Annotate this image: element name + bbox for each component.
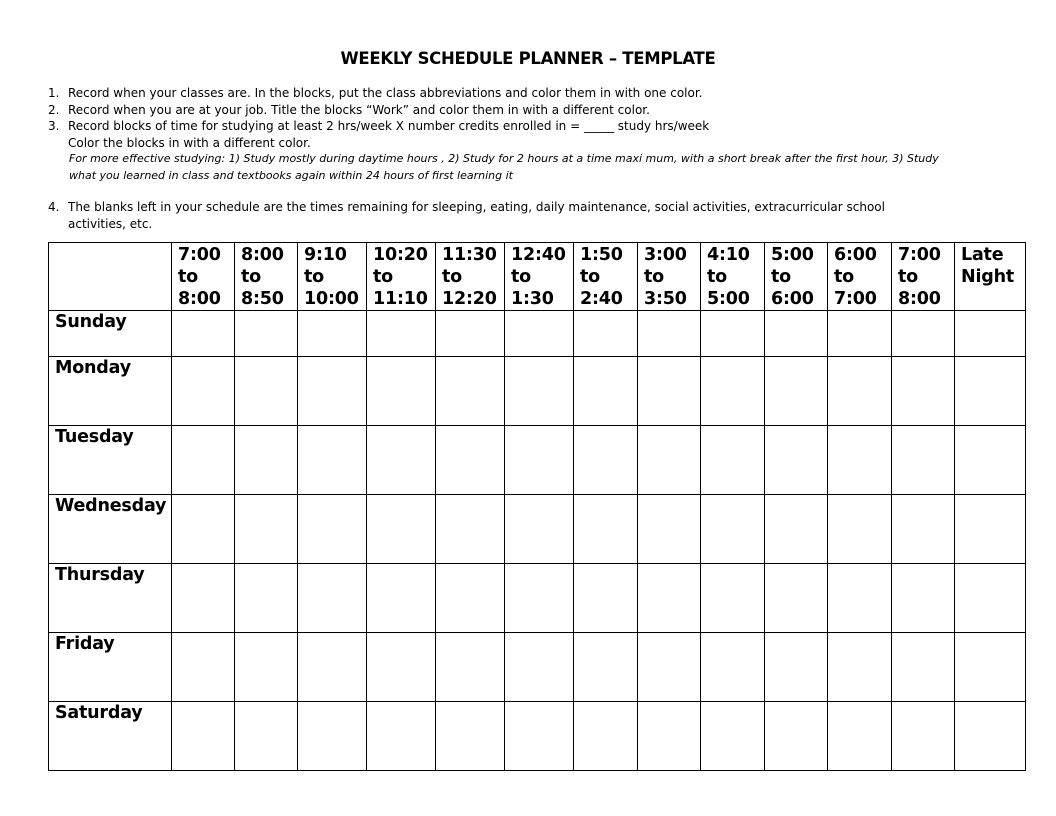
schedule-cell[interactable] (172, 357, 235, 426)
instruction-4 (48, 199, 1028, 216)
page-title: WEEKLY SCHEDULE PLANNER – TEMPLATE (340, 49, 716, 68)
schedule-cell[interactable] (574, 426, 638, 495)
instruction-number: 4. (48, 200, 60, 214)
instruction-2 (48, 102, 1028, 119)
schedule-table (48, 242, 1026, 771)
schedule-cell[interactable] (828, 495, 892, 564)
day-row-friday (49, 633, 1026, 702)
study-tip-line-2: what you learned in class and textbooks again within 24 hours of first learning it (69, 168, 513, 182)
schedule-cell[interactable] (955, 564, 1026, 633)
day-row-thursday (49, 564, 1026, 633)
corner-cell (49, 243, 172, 311)
day-label: Monday (49, 357, 172, 426)
schedule-cell[interactable] (765, 702, 828, 771)
schedule-cell[interactable] (701, 311, 765, 357)
time-slot-header: 7:00 to 8:00 (172, 243, 235, 311)
schedule-cell[interactable] (892, 426, 955, 495)
instruction-number: 1. (48, 86, 60, 100)
schedule-cell[interactable] (505, 426, 574, 495)
schedule-cell[interactable] (574, 564, 638, 633)
schedule-cell[interactable] (172, 564, 235, 633)
time-slot-header: 3:00 to 3:50 (638, 243, 701, 311)
schedule-cell[interactable] (638, 633, 701, 702)
schedule-cell[interactable] (367, 426, 436, 495)
schedule-cell[interactable] (765, 426, 828, 495)
time-slot-header: 4:10 to 5:00 (701, 243, 765, 311)
schedule-cell[interactable] (298, 426, 367, 495)
instruction-text: Record blocks of time for studying at least 2 hrs/week X number credits enrolled in = _____ study hrs/week (68, 119, 710, 133)
schedule-cell[interactable] (172, 702, 235, 771)
schedule-cell[interactable] (765, 495, 828, 564)
day-row-tuesday (49, 426, 1026, 495)
schedule-cell[interactable] (574, 633, 638, 702)
schedule-cell[interactable] (235, 311, 298, 357)
schedule-cell[interactable] (701, 426, 765, 495)
schedule-cell[interactable] (436, 495, 505, 564)
schedule-cell[interactable] (436, 633, 505, 702)
instruction-3-continuation: Color the blocks in with a different color. (68, 135, 311, 150)
schedule-cell[interactable] (892, 564, 955, 633)
schedule-cell[interactable] (298, 633, 367, 702)
schedule-cell[interactable] (955, 633, 1026, 702)
schedule-cell[interactable] (701, 702, 765, 771)
schedule-cell[interactable] (172, 495, 235, 564)
time-slot-header: 8:00 to 8:50 (235, 243, 298, 311)
schedule-cell[interactable] (367, 702, 436, 771)
day-row-monday (49, 357, 1026, 426)
instruction-text: The blanks left in your schedule are the times remaining for sleeping, eating, daily maintenance, social activities, extracurricular school (68, 200, 885, 214)
spacer (48, 184, 1028, 199)
time-slot-header: 11:30 to 12:20 (436, 243, 505, 311)
time-slot-header: 6:00 to 7:00 (828, 243, 892, 311)
schedule-cell[interactable] (574, 311, 638, 357)
schedule-cell[interactable] (955, 495, 1026, 564)
schedule-cell[interactable] (436, 311, 505, 357)
schedule-cell[interactable] (298, 495, 367, 564)
schedule-cell[interactable] (892, 311, 955, 357)
schedule-cell[interactable] (892, 495, 955, 564)
day-label: Saturday (49, 702, 172, 771)
schedule-cell[interactable] (172, 426, 235, 495)
time-slot-header: 12:40 to 1:30 (505, 243, 574, 311)
schedule-cell[interactable] (235, 564, 298, 633)
schedule-cell[interactable] (505, 357, 574, 426)
schedule-cell[interactable] (892, 633, 955, 702)
schedule-cell[interactable] (828, 702, 892, 771)
schedule-cell[interactable] (235, 702, 298, 771)
schedule-cell[interactable] (892, 357, 955, 426)
study-tip-line-1: For more effective studying: 1) Study mostly during daytime hours , 2) Study for 2 hours at a time maxi mum, with a short break after the first hour, 3) Study (69, 152, 939, 165)
schedule-cell[interactable] (367, 357, 436, 426)
schedule-cell[interactable] (235, 495, 298, 564)
schedule-cell[interactable] (828, 426, 892, 495)
schedule-cell[interactable] (505, 633, 574, 702)
schedule-cell[interactable] (955, 357, 1026, 426)
schedule-cell[interactable] (235, 426, 298, 495)
schedule-cell[interactable] (436, 357, 505, 426)
schedule-cell[interactable] (172, 311, 235, 357)
schedule-cell[interactable] (638, 357, 701, 426)
schedule-cell[interactable] (436, 702, 505, 771)
schedule-cell[interactable] (701, 495, 765, 564)
day-label: Wednesday (49, 495, 172, 564)
schedule-cell[interactable] (828, 564, 892, 633)
schedule-cell[interactable] (298, 311, 367, 357)
schedule-cell[interactable] (892, 702, 955, 771)
instructions (48, 85, 1028, 232)
schedule-cell[interactable] (574, 357, 638, 426)
time-slot-header-late-night: Late Night (955, 243, 1026, 311)
schedule-cell[interactable] (235, 633, 298, 702)
schedule-cell[interactable] (765, 564, 828, 633)
schedule-cell[interactable] (828, 311, 892, 357)
schedule-cell[interactable] (574, 702, 638, 771)
schedule-cell[interactable] (235, 357, 298, 426)
header-row (49, 243, 1026, 311)
instruction-text: Record when your classes are. In the blocks, put the class abbreviations and color them in with one color. (68, 86, 703, 100)
day-row-sunday (49, 311, 1026, 357)
schedule-cell[interactable] (436, 426, 505, 495)
schedule-cell[interactable] (505, 564, 574, 633)
schedule-cell[interactable] (505, 702, 574, 771)
schedule-cell[interactable] (765, 357, 828, 426)
schedule-cell[interactable] (367, 495, 436, 564)
schedule-cell[interactable] (574, 495, 638, 564)
schedule-body (49, 311, 1026, 771)
time-slot-header: 1:50 to 2:40 (574, 243, 638, 311)
schedule-cell[interactable] (955, 702, 1026, 771)
schedule-cell[interactable] (828, 357, 892, 426)
time-slot-header: 9:10 to 10:00 (298, 243, 367, 311)
day-label: Thursday (49, 564, 172, 633)
schedule-cell[interactable] (638, 426, 701, 495)
instruction-3 (48, 118, 1028, 135)
time-slot-header: 7:00 to 8:00 (892, 243, 955, 311)
schedule-cell[interactable] (172, 633, 235, 702)
day-label: Friday (49, 633, 172, 702)
instruction-number: 3. (48, 119, 60, 133)
time-slot-header: 10:20 to 11:10 (367, 243, 436, 311)
day-label: Sunday (49, 311, 172, 357)
day-row-saturday (49, 702, 1026, 771)
schedule-cell[interactable] (701, 633, 765, 702)
schedule-cell[interactable] (298, 564, 367, 633)
schedule-cell[interactable] (638, 311, 701, 357)
schedule-cell[interactable] (701, 357, 765, 426)
schedule-cell[interactable] (955, 311, 1026, 357)
day-row-wednesday (49, 495, 1026, 564)
schedule-cell[interactable] (367, 564, 436, 633)
schedule-cell[interactable] (765, 311, 828, 357)
schedule-cell[interactable] (298, 357, 367, 426)
schedule-cell[interactable] (367, 633, 436, 702)
schedule-cell[interactable] (505, 495, 574, 564)
schedule-cell[interactable] (638, 495, 701, 564)
schedule-cell[interactable] (638, 564, 701, 633)
day-label: Tuesday (49, 426, 172, 495)
schedule-cell[interactable] (701, 564, 765, 633)
schedule-cell[interactable] (638, 702, 701, 771)
instruction-1 (48, 85, 1028, 102)
instruction-number: 2. (48, 102, 60, 117)
schedule-cell[interactable] (765, 633, 828, 702)
schedule-cell[interactable] (436, 564, 505, 633)
schedule-cell[interactable] (298, 702, 367, 771)
instruction-4-continuation: activities, etc. (68, 216, 153, 231)
schedule-cell[interactable] (367, 311, 436, 357)
schedule-cell[interactable] (955, 426, 1026, 495)
schedule-cell[interactable] (828, 633, 892, 702)
schedule-cell[interactable] (505, 311, 574, 357)
instruction-text: Record when you are at your job. Title the blocks “Work” and color them in with a different color. (68, 102, 650, 117)
time-slot-header: 5:00 to 6:00 (765, 243, 828, 311)
